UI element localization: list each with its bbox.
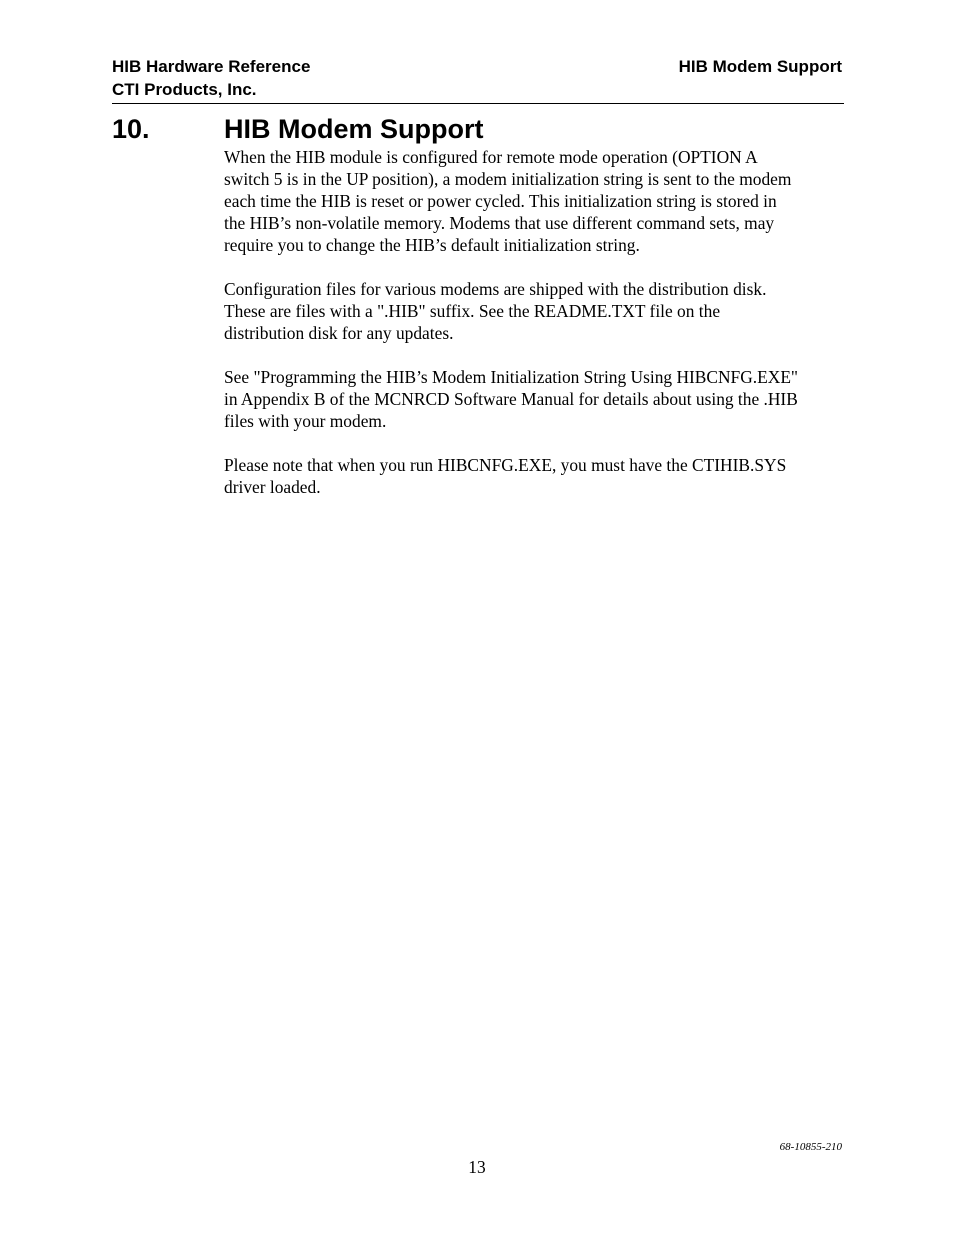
text-line: Please note that when you run HIBCNFG.EXE, you must have the CTIHIB.SYS [224, 455, 787, 475]
header-divider [112, 103, 844, 104]
text-line: distribution disk for any updates. [224, 323, 454, 343]
text-line: driver loaded. [224, 477, 321, 497]
header-manual-title: HIB Hardware Reference [112, 57, 311, 76]
text-line: each time the HIB is reset or power cycled. This initialization string is stored in [224, 191, 777, 211]
header-section-title: HIB Modem Support [678, 57, 842, 76]
paragraph [224, 278, 848, 344]
chapter-number: 10. [112, 114, 150, 144]
text-line: See "Programming the HIB’s Modem Initialization String Using HIBCNFG.EXE" [224, 367, 799, 387]
paragraph [224, 454, 848, 498]
text-line: the HIB’s non-volatile memory. Modems that use different command sets, may [224, 213, 775, 233]
body-text [224, 146, 848, 520]
text-line: require you to change the HIB’s default initialization string. [224, 235, 640, 255]
paragraph [224, 366, 848, 432]
text-line: in Appendix B of the MCNRCD Software Manual for details about using the .HIB [224, 389, 798, 409]
text-line: Configuration files for various modems are shipped with the distribution disk. [224, 279, 767, 299]
running-header-left [112, 55, 310, 101]
header-company: CTI Products, Inc. [112, 80, 257, 99]
page-number: 13 [468, 1157, 486, 1177]
chapter-title: HIB Modem Support [224, 114, 484, 144]
text-line: files with your modem. [224, 411, 387, 431]
document-number: 68-10855-210 [779, 1141, 842, 1153]
text-line: When the HIB module is configured for remote mode operation (OPTION A [224, 147, 758, 167]
text-line: switch 5 is in the UP position), a modem initialization string is sent to the modem [224, 169, 792, 189]
text-line: These are files with a ".HIB" suffix. See the README.TXT file on the [224, 301, 721, 321]
paragraph [224, 146, 848, 256]
